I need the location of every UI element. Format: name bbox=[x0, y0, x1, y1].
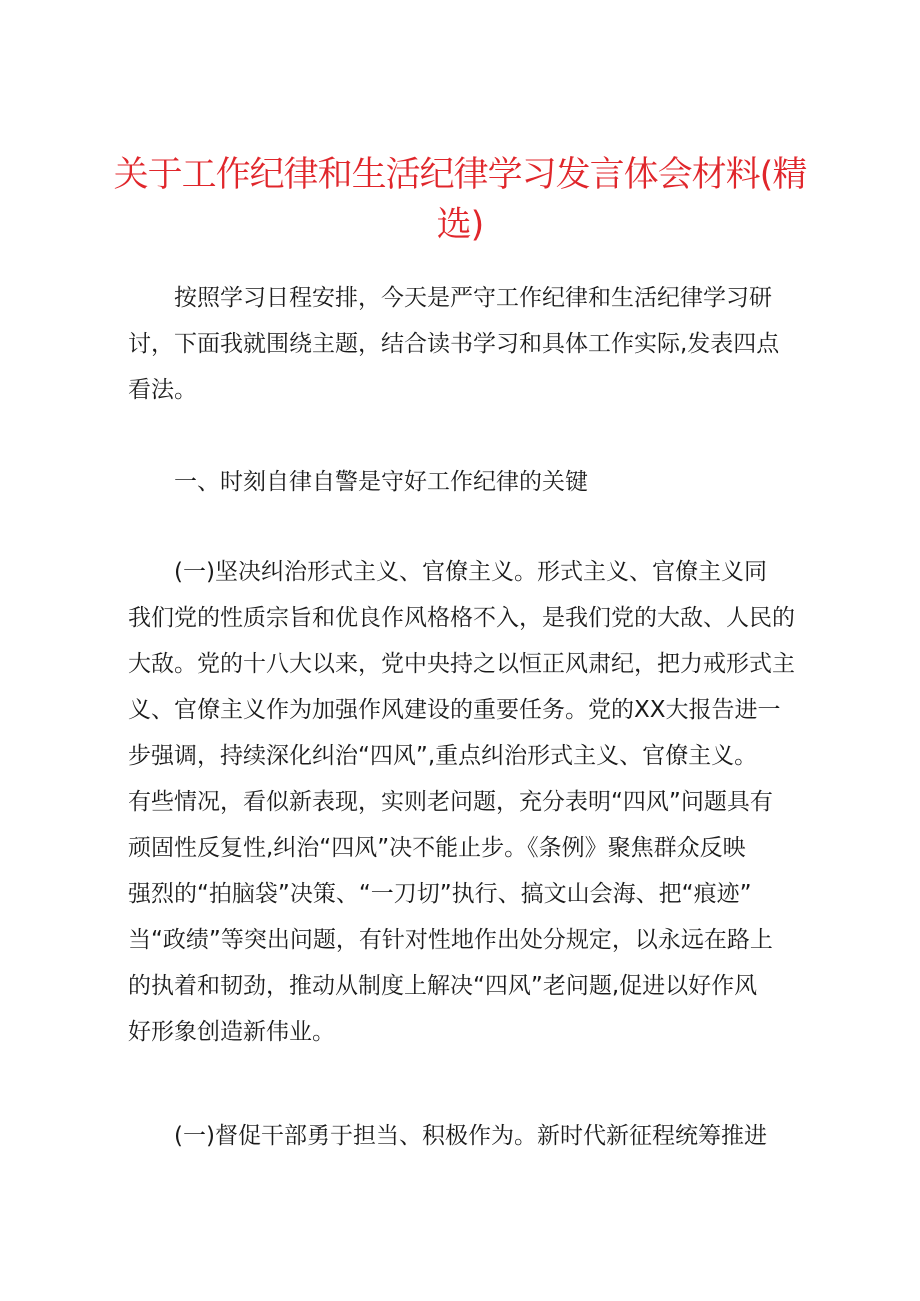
title-line-1: 关于工作纪律和生活纪律学习发言体会材料(精 bbox=[113, 155, 807, 195]
body-1-line-5: 步强调，持续深化纠治“四风”,重点纠治形式主义、官僚主义。 bbox=[128, 743, 758, 769]
document-title bbox=[100, 150, 820, 250]
body-1-line-7: 顽固性反复性,纠治“四风”决不能止步。《条例》聚焦群众反映 bbox=[128, 835, 746, 861]
body-1-line-1: (一)坚决纠治形式主义、官僚主义。形式主义、官僚主义同 bbox=[128, 559, 767, 585]
body-1-line-3: 大敌。党的十八大以来，党中央持之以恒正风肃纪，把力戒形式主 bbox=[128, 651, 795, 677]
body-1-line-6: 有些情况，看似新表现，实则老问题，充分表明“四风”问题具有 bbox=[128, 789, 773, 815]
body-paragraph-2 bbox=[128, 1113, 798, 1159]
body-1-line-11: 好形象创造新伟业。 bbox=[128, 1019, 335, 1045]
section-heading-1 bbox=[128, 459, 798, 505]
heading-1-text: 一、时刻自律自警是守好工作纪律的关键 bbox=[128, 469, 588, 495]
body-1-line-4: 义、官僚主义作为加强作风建设的重要任务。党的XX大报告进一 bbox=[128, 697, 781, 723]
body-2-line-1: (一)督促干部勇于担当、积极作为。新时代新征程统筹推进 bbox=[128, 1123, 767, 1149]
intro-line-2: 讨，下面我就围绕主题，结合读书学习和具体工作实际,发表四点 bbox=[128, 331, 780, 357]
title-line-2: 选) bbox=[436, 205, 484, 245]
intro-line-1: 按照学习日程安排，今天是严守工作纪律和生活纪律学习研 bbox=[128, 285, 772, 311]
body-1-line-2: 我们党的性质宗旨和优良作风格格不入，是我们党的大敌、人民的 bbox=[128, 605, 795, 631]
intro-paragraph bbox=[128, 275, 798, 413]
body-1-line-10: 的执着和韧劲，推动从制度上解决“四风”老问题,促进以好作风 bbox=[128, 973, 758, 999]
body-1-line-8: 强烈的“拍脑袋”决策、“一刀切”执行、搞文山会海、把“痕迹” bbox=[128, 881, 752, 907]
body-1-line-9: 当“政绩”等突出问题，有针对性地作出处分规定，以永远在路上 bbox=[128, 927, 773, 953]
intro-line-3: 看法。 bbox=[128, 377, 197, 403]
body-paragraph-1 bbox=[128, 549, 798, 1055]
